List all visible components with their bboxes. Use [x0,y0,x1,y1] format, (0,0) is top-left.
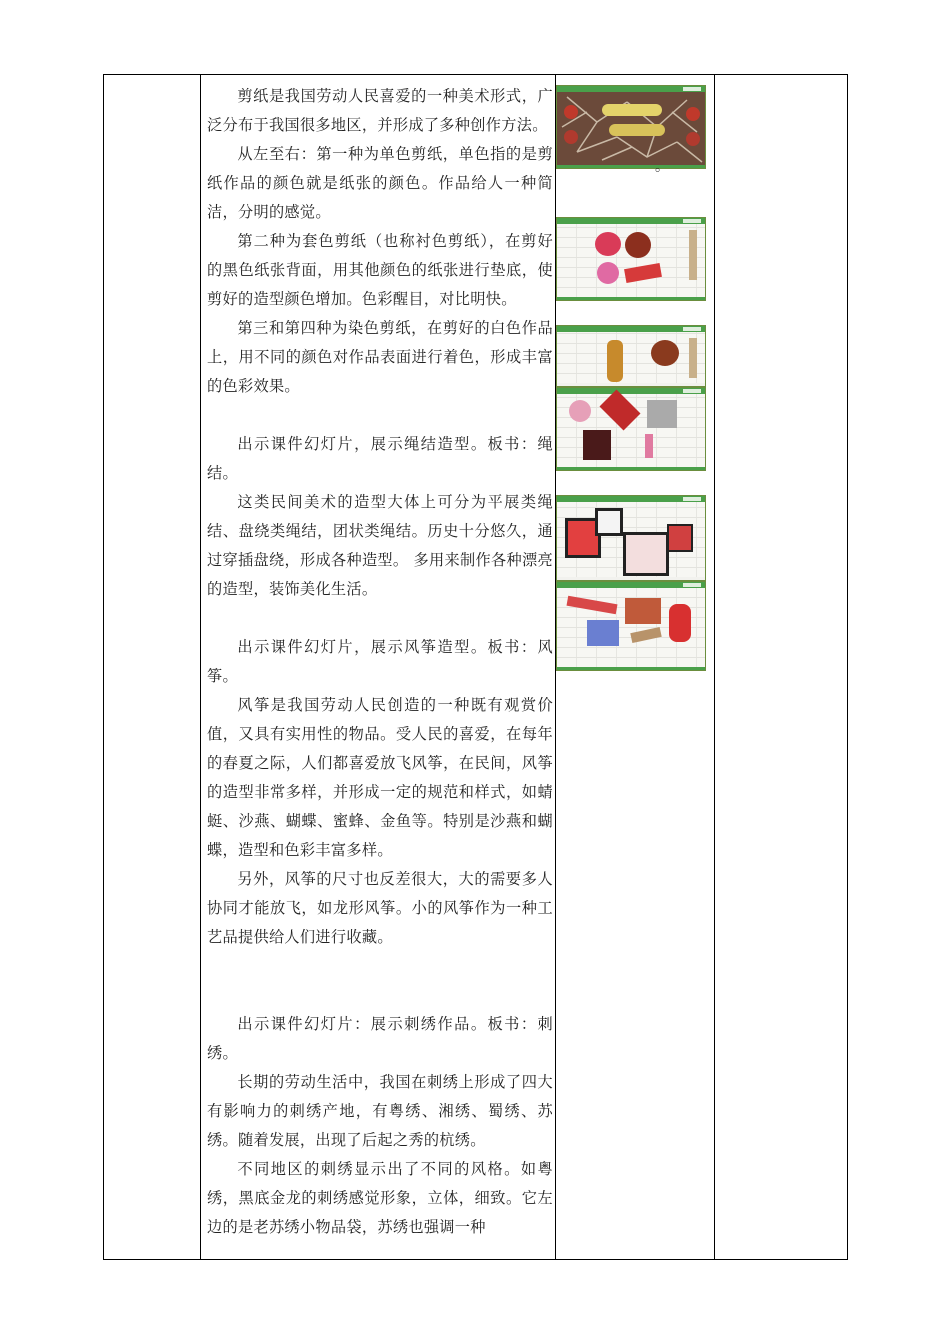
column-divider-3 [714,75,715,1259]
paragraph: 出示课件幻灯片，展示绳结造型。板书：绳结。 [207,435,553,482]
paragraph: 从左至右：第一种为单色剪纸，单色指的是剪纸作品的颜色就是纸张的颜色。作品给人一种简洁，分明的感觉。 [207,145,553,221]
slide-thumbnail-dyed-papercut [556,325,706,387]
paragraph: 出示课件幻灯片：展示刺绣作品。板书：刺绣。 [207,1015,553,1062]
paragraph: 这类民间美术的造型大体上可分为平展类绳结、盘绕类绳结，团状类绳结。历史十分悠久，通过穿插盘绕，形成各种造型。 多用来制作各种漂亮的造型，装饰美化生活。 [207,493,553,598]
paragraph: 长期的劳动生活中，我国在刺绣上形成了四大有影响力的刺绣产地，有粤绣、湘绣、蜀绣、苏绣。随着发展，出现了后起之秀的杭绣。 [207,1073,553,1149]
slide-thumbnail-framed-papercuts [556,495,706,581]
paragraph: 第三和第四种为染色剪纸，在剪好的白色作品上，用不同的颜色对作品表面进行着色，形成丰富的色彩效果。 [207,319,553,395]
paragraph: 不同地区的刺绣显示出了不同的风格。如粤绣，黑底金龙的刺绣感觉形象，立体，细致。它左边的是老苏绣小物品袋，苏绣也强调一种 [207,1160,553,1236]
lesson-table [103,74,848,1260]
paragraph: 风筝是我国劳动人民创造的一种既有观赏价值，又具有实用性的物品。受人民的喜爱，在每年的春夏之际，人们都喜爱放飞风筝，在民间，风筝的造型非常多样，并形成一定的规范和样式，如蜻蜓、沙燕、蝴蝶、蜜蜂、金鱼等。特别是沙燕和蝴蝶，造型和色彩丰富多样。 [207,696,553,859]
column-divider-1 [200,75,201,1259]
paragraph: 第二种为套色剪纸（也称衬色剪纸），在剪好的黑色纸张背面，用其他颜色的纸张进行垫底，使剪好的造型颜色增加。色彩醒目，对比明快。 [207,232,553,308]
slide-thumbnail-papercut-lattice [556,85,706,169]
slide-thumbnail-papercut-colors [556,217,706,301]
right-column-note: 。 [655,159,669,175]
teaching-content [207,82,553,1242]
paragraph: 剪纸是我国劳动人民喜爱的一种美术形式，广泛分布于我国很多地区，并形成了多种创作方法。 [207,87,553,134]
slide-thumbnail-kites [556,581,706,671]
slide-thumbnail-knots [556,387,706,471]
paragraph: 另外，风筝的尺寸也反差很大，大的需要多人协同才能放飞，如龙形风筝。小的风筝作为一种工艺品提供给人们进行收藏。 [207,870,553,946]
paragraph: 出示课件幻灯片，展示风筝造型。板书：风筝。 [207,638,553,685]
lattice-image [557,92,706,167]
